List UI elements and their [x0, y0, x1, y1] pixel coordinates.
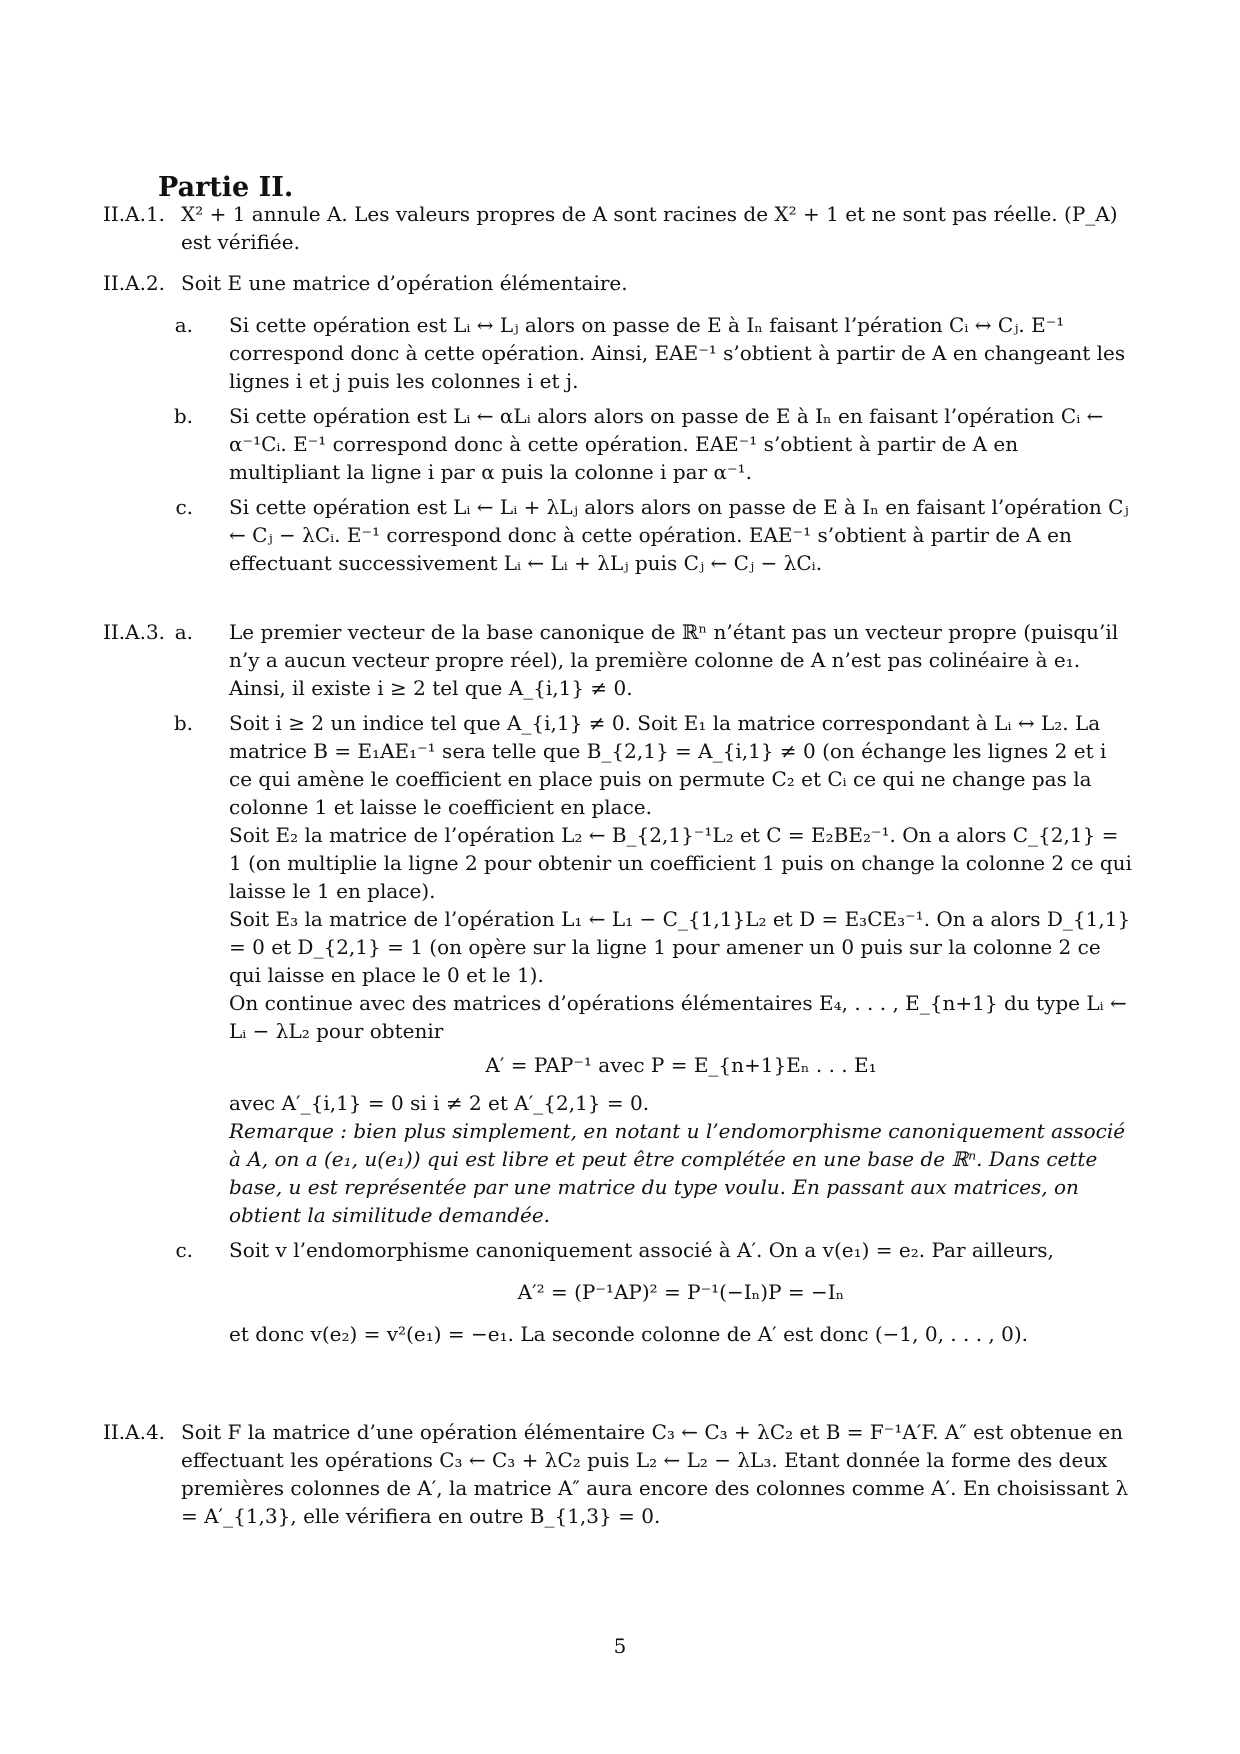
- equation: A′ = PAP⁻¹ avec P = E_{n+1}Eₙ . . . E₁: [485, 1053, 877, 1077]
- question-II-A-2: [103, 269, 1133, 577]
- paragraph: Soit i ≥ 2 un indice tel que A_{i,1} ≠ 0. Soit E₁ la matrice correspondant à Lᵢ ↔ L₂. La matrice B = E₁AE₁⁻¹ sera telle que B_{2,1} = A_{i,1} ≠ 0 (on échange les lignes 2 et i ce qui amène le coefficient en place puis on permute C₂ et Cᵢ ce qui ne change pas la colonne 1 et laisse le coefficient en place.: [229, 711, 1107, 819]
- sub-item-a: [103, 311, 1133, 395]
- part-title: Partie II.: [158, 172, 294, 203]
- sub-item-c: [103, 493, 1133, 577]
- sub-item-label: b.: [173, 711, 193, 735]
- sub-item-c: [103, 1236, 1133, 1348]
- sub-item-b: [103, 709, 1133, 1229]
- paragraph: avec A′_{i,1} = 0 si i ≠ 2 et A′_{2,1} = 0.: [229, 1091, 650, 1115]
- page-number: 5: [613, 1634, 627, 1658]
- paragraph: et donc v(e₂) = v²(e₁) = −e₁. La seconde colonne de A′ est donc (−1, 0, . . . , 0).: [229, 1322, 1029, 1346]
- sub-item-label: a.: [174, 620, 193, 644]
- question-number: II.A.2.: [103, 271, 166, 295]
- sub-item-b: [103, 402, 1133, 486]
- question-text: Soit F la matrice d’une opération élémentaire C₃ ← C₃ + λC₂ et B = F⁻¹A′F. A″ est obtenue en effectuant les opérations C₃ ← C₃ + λC₂ puis L₂ ← L₂ − λL₃. Etant donnée la forme des deux premières colonnes de A′, la matrice A″ aura encore des colonnes comme A′. En choisissant λ = A′_{1,3}, elle vérifiera en outre B_{1,3} = 0.: [181, 1420, 1129, 1528]
- question-text: X² + 1 annule A. Les valeurs propres de A sont racines de X² + 1 et ne sont pas réelle. (P_A) est vérifiée.: [181, 202, 1118, 254]
- question-II-A-4: [103, 1418, 1133, 1530]
- question-number: II.A.3.: [103, 620, 166, 644]
- question-number: II.A.1.: [103, 202, 166, 226]
- question-intro: Soit E une matrice d’opération élémentaire.: [181, 271, 628, 295]
- sub-item-text: Le premier vecteur de la base canonique de ℝⁿ n’étant pas un vecteur propre (puisqu’il n’y a aucun vecteur propre réel), la première colonne de A n’est pas colinéaire à e₁. Ainsi, il existe i ≥ 2 tel que A_{i,1} ≠ 0.: [229, 620, 1119, 700]
- question-number: II.A.4.: [103, 1420, 166, 1444]
- paragraph: On continue avec des matrices d’opérations élémentaires E₄, . . . , E_{n+1} du type Lᵢ ← Lᵢ − λL₂ pour obtenir: [229, 991, 1127, 1043]
- sub-item-label: b.: [173, 404, 193, 428]
- paragraph: Soit E₂ la matrice de l’opération L₂ ← B_{2,1}⁻¹L₂ et C = E₂BE₂⁻¹. On a alors C_{2,1} = 1 (on multiplie la ligne 2 pour obtenir un coefficient 1 puis on change la colonne 2 ce qui laisse le 1 en place).: [229, 823, 1132, 903]
- sub-item-label: a.: [174, 313, 193, 337]
- equation: A′² = (P⁻¹AP)² = P⁻¹(−Iₙ)P = −Iₙ: [517, 1280, 845, 1304]
- sub-item-label: c.: [175, 1238, 193, 1262]
- sub-item-text: Si cette opération est Lᵢ ← αLᵢ alors alors on passe de E à Iₙ en faisant l’opération Cᵢ ← α⁻¹Cᵢ. E⁻¹ correspond donc à cette opération. EAE⁻¹ s’obtient à partir de A en multipliant la ligne i par α puis la colonne i par α⁻¹.: [229, 404, 1104, 484]
- sub-item-text: Si cette opération est Lᵢ ← Lᵢ + λLⱼ alors alors on passe de E à Iₙ en faisant l’opération Cⱼ ← Cⱼ − λCᵢ. E⁻¹ correspond donc à cette opération. EAE⁻¹ s’obtient à partir de A en effectuant successivement Lᵢ ← Lᵢ + λLⱼ puis Cⱼ ← Cⱼ − λCᵢ.: [229, 495, 1129, 575]
- question-II-A-1: [103, 200, 1133, 256]
- remark: Remarque : bien plus simplement, en notant u l’endomorphisme canoniquement associé à A, on a (e₁, u(e₁)) qui est libre et peut être complétée en une base de ℝⁿ. Dans cette base, u est représentée par une matrice du type voulu. En passant aux matrices, on obtient la similitude demandée.: [229, 1119, 1126, 1227]
- sub-item-a: [103, 618, 1133, 702]
- paragraph: Soit E₃ la matrice de l’opération L₁ ← L₁ − C_{1,1}L₂ et D = E₃CE₃⁻¹. On a alors D_{1,1} = 0 et D_{2,1} = 1 (on opère sur la ligne 1 pour amener un 0 puis sur la colonne 2 ce qui laisse en place le 0 et le 1).: [229, 907, 1131, 987]
- question-II-A-3: [103, 618, 1133, 1348]
- sub-item-text: Si cette opération est Lᵢ ↔ Lⱼ alors on passe de E à Iₙ faisant l’pération Cᵢ ↔ Cⱼ. E⁻¹ correspond donc à cette opération. Ainsi, EAE⁻¹ s’obtient à partir de A en changeant les lignes i et j puis les colonnes i et j.: [229, 313, 1126, 393]
- sub-item-label: c.: [175, 495, 193, 519]
- paragraph: Soit v l’endomorphisme canoniquement associé à A′. On a v(e₁) = e₂. Par ailleurs,: [229, 1238, 1054, 1262]
